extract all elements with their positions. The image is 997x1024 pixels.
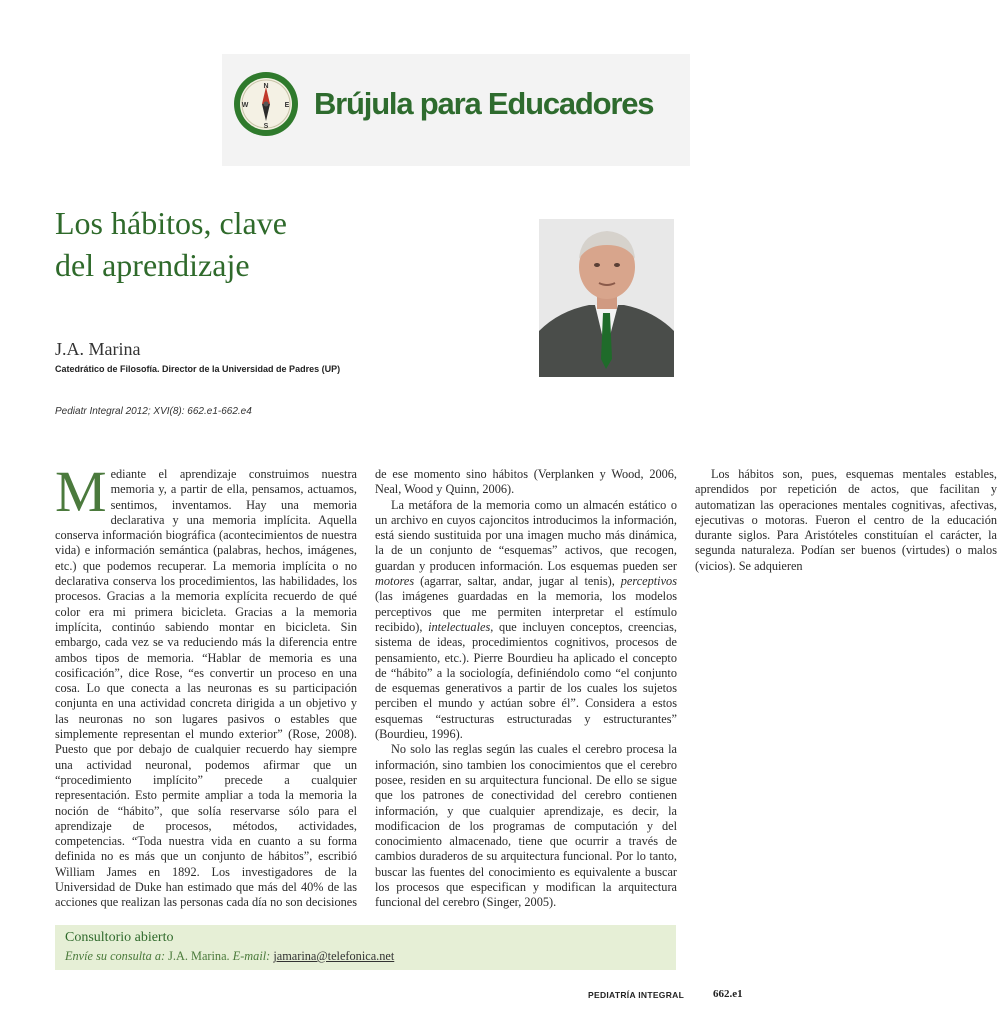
article-title-line-1: Los hábitos, clave [55,205,287,241]
consultorio-name: J.A. Marina. [165,949,233,963]
author-name: J.A. Marina [55,339,141,359]
compass-east-label: E [284,102,290,109]
article-body [55,459,997,917]
compass-west-label: W [241,102,249,109]
consultorio-prompt: Envíe su consulta a: [65,949,166,963]
paragraph-2-part-d: , que incluyen conceptos, creencias, sistema de ideas, procedimientos cognitivos, procesos de pensamiento, etc.). Pierre Bourdieu ha aplicado el concepto de “hábito” a la sociología, definiéndolo como “el conjunto de esquemas generativos a partir de los cuales los sujetos perciben el mundo y actúan sobre él”. Considera a estos esquemas “estructuras estructuradas y estructurantes” (Bourdieu, 1996). [375,619,677,742]
compass-icon [233,71,299,137]
term-perceptivos: perceptivos [620,574,677,589]
email-label: E-mail: [232,949,271,963]
term-intelectuales: intelectuales [428,619,491,634]
paragraph-2 [375,498,677,743]
paragraph-2-part-a: La metáfora de la memoria como un almacén estático o un archivo en cuyos cajoncitos introducimos la información, está siendo sustituida por una imagen mucho más dinámica, la de un conjunto de “esquemas” activos, que recogen, guardan y producen información. Los esquemas pueden ser [375,497,677,573]
article-title-line-2: del aprendizaje [55,247,250,283]
footer-journal-name: PEDIATRÍA INTEGRAL [588,990,685,1000]
consultorio-title: Consultorio abierto [65,930,174,945]
paragraph-2-part-b: (agarrar, saltar, andar, jugar al tenis), [414,574,621,589]
email-link[interactable]: jamarina@telefonica.net [273,949,395,963]
section-brand-title: Brújula para Educadores [314,86,654,121]
author-affiliation: Catedrático de Filosofía. Director de la Universidad de Padres (UP) [55,364,341,374]
footer-page-number: 662.e1 [713,988,743,1000]
term-motores: motores [375,574,415,589]
article-title [55,202,475,286]
consultorio-line [65,949,394,964]
drop-cap: M [55,459,107,524]
consultorio-box [55,925,676,970]
paragraph-3: No solo las reglas según las cuales el cerebro procesa la información, sino tambien los conocimientos que el cerebro posee, residen en su arquitectura funcional. De ello se sigue que los patrones de conectividad del cerebro contienen información, y que cualquier aprendizaje, es decir, la modificacion de los programas de computación y del conocimiento almacenado, tiene que ocurrir a través de cambios duraderos de su arquitectura funcional. Por lo tanto, buscar las fuentes del conocimiento es equivalente a buscar los procesos que especifican y modifican la arquitectura funcional del cerebro (Singer, 2005). [375,742,677,910]
citation: Pediatr Integral 2012; XVI(8): 662.e1-662.e4 [55,406,252,417]
paragraph-1-text: ediante el aprendizaje construimos nuestra memoria y, a partir de ella, pensamos, actuamos, sentimos, inventamos. Hay una memoria declarativa y una memoria implícita. Aquella conserva información biográfica (acontecimientos de nuestra vida) e información semántica (palabras, hechos, imágenes, etc.) que podemos recuperar. La memoria implícita o no declarativa conserva los procedimientos, las habilidades, los procesos. Gracias a la memoria explícita recuerdo de qué color era mi primera bicicleta. Gracias a la memoria implícita, continúo sabiendo montar en bicicleta. Sin embargo, cada vez se va reduciendo más la diferencia entre ambos tipos de memoria. “Hablar de memoria es una cosificación”, dice Rose, “es convertir un proceso en una cosa. Lo que conecta a las neuronas es su participación conjunta en una actividad concreta dirigida a un objetivo y las neuronas no son lugares pasivos o estables que simplemente representan el mundo exterior” (Rose, 2008). Puesto que por debajo de cualquier recuerdo hay siempre una actividad neuronal, podemos afirmar que un “procedimiento implícito” precede a cualquier representación. Esto permite ampliar a toda la memoria la noción de “hábito”, que solía reservarse sólo para el aprendizaje de procesos, métodos, actividades, competencias. “Toda nuestra vida en cuanto a su forma definida no es más que un conjunto de hábitos”, escribió William James en 1892. Los investigadores de la Universidad de Duke han estimado que más del 40% de las acciones que realizan las personas cada día no son decisiones de ese momento sino hábitos (Verplanken y Wood, 2006, Neal, Wood y Quinn, 2006). [55,467,677,910]
compass-south-label: S [263,123,269,130]
paragraph-2-part-c: (las imágenes guardadas en la memoria, los modelos perceptivos que me permiten interpretar el estímulo recibido), [375,589,677,634]
paragraph-4: Los hábitos son, pues, esquemas mentales estables, aprendidos por repetición de actos, que facilitan y automatizan las operaciones mentales cognitivas, afectivas, ejecutivas o motoras. Fueron el centro de la educación durante siglos. Para Aristóteles constituían el carácter, la segunda naturaleza. Podían ser buenos (virtudes) o malos (vicios). Se adquieren [695,467,997,573]
author-photo [539,219,674,377]
compass-north-label: N [263,83,269,90]
